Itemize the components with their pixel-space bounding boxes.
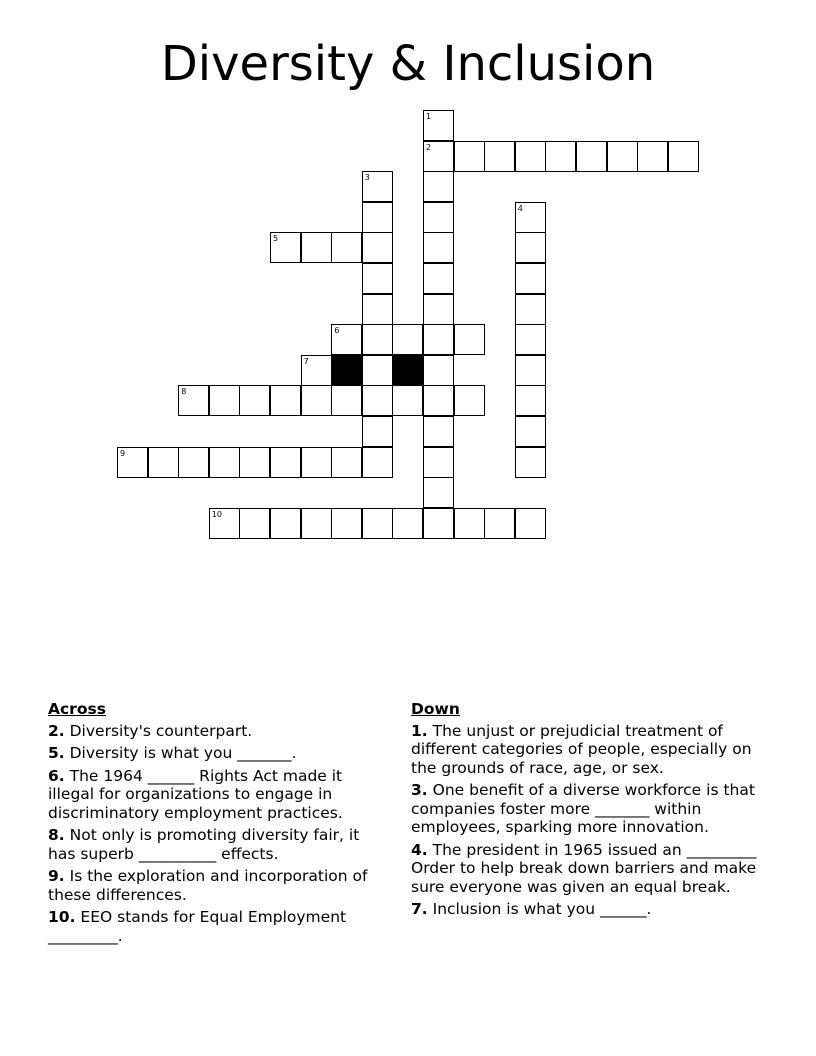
cell-number: 2 <box>426 142 432 152</box>
grid-cell[interactable] <box>515 416 546 447</box>
grid-cell[interactable] <box>454 141 485 172</box>
clue-text: Diversity is what you _______. <box>69 744 297 762</box>
grid-cell[interactable] <box>331 508 362 539</box>
grid-cell[interactable] <box>362 416 393 447</box>
cell-number: 6 <box>334 326 340 336</box>
clue-text: Inclusion is what you ______. <box>432 900 652 918</box>
grid-cell[interactable] <box>362 232 393 263</box>
grid-cell[interactable] <box>362 263 393 294</box>
grid-cell[interactable] <box>515 232 546 263</box>
across-clues <box>48 700 378 949</box>
grid-cell[interactable] <box>362 171 393 202</box>
grid-cell[interactable] <box>423 263 454 294</box>
grid-cell[interactable] <box>423 508 454 539</box>
clue-text: Not only is promoting diversity fair, it has superb __________ effects. <box>48 826 360 863</box>
grid-cell[interactable] <box>270 508 301 539</box>
clue-text: The unjust or prejudicial treatment of different categories of people, especially on the grounds of race, age, or sex. <box>411 721 752 777</box>
black-cell <box>392 355 423 386</box>
grid-cell[interactable] <box>607 141 638 172</box>
grid-cell[interactable] <box>423 232 454 263</box>
clue-number: 4. <box>411 840 428 859</box>
grid-cell[interactable] <box>331 385 362 416</box>
clue-down-1 <box>411 722 776 778</box>
grid-cell[interactable] <box>454 324 485 355</box>
grid-cell[interactable] <box>209 508 240 539</box>
grid-cell[interactable] <box>454 508 485 539</box>
clue-number: 10. <box>48 908 76 926</box>
grid-cell[interactable] <box>178 385 209 416</box>
grid-cell[interactable] <box>423 110 454 141</box>
grid-cell[interactable] <box>423 447 454 478</box>
cell-number: 8 <box>181 387 187 397</box>
grid-cell[interactable] <box>423 202 454 233</box>
grid-cell[interactable] <box>423 416 454 447</box>
page-title: Diversity & Inclusion <box>160 36 656 92</box>
grid-cell[interactable] <box>301 355 332 386</box>
grid-cell[interactable] <box>239 508 270 539</box>
grid-cell[interactable] <box>301 385 332 416</box>
grid-cell[interactable] <box>301 232 332 263</box>
grid-cell[interactable] <box>515 141 546 172</box>
grid-cell[interactable] <box>209 385 240 416</box>
clue-number: 2. <box>48 721 65 740</box>
grid-cell[interactable] <box>484 508 515 539</box>
grid-cell[interactable] <box>454 385 485 416</box>
cell-number: 9 <box>120 448 126 458</box>
clue-number: 3. <box>411 781 428 799</box>
grid-cell[interactable] <box>637 141 668 172</box>
clue-text: EEO stands for Equal Employment _________. <box>48 908 347 945</box>
clue-text: The 1964 ______ Rights Act made it illegal for organizations to engage in discriminatory employment practices. <box>48 766 343 822</box>
grid-cell[interactable] <box>362 202 393 233</box>
grid-cell[interactable] <box>423 385 454 416</box>
clue-number: 1. <box>411 721 428 740</box>
across-heading: Across <box>48 700 106 718</box>
grid-cell[interactable] <box>423 171 454 202</box>
grid-cell[interactable] <box>270 447 301 478</box>
grid-cell[interactable] <box>423 477 454 508</box>
cell-number: 5 <box>273 234 279 244</box>
black-cell <box>331 355 362 386</box>
grid-cell[interactable] <box>331 324 362 355</box>
clue-across-8 <box>48 826 378 863</box>
grid-cell[interactable] <box>423 355 454 386</box>
grid-cell[interactable] <box>423 324 454 355</box>
grid-cell[interactable] <box>545 141 576 172</box>
grid-cell[interactable] <box>239 447 270 478</box>
grid-cell[interactable] <box>362 294 393 325</box>
clue-across-6 <box>48 767 378 823</box>
clue-number: 9. <box>48 867 65 885</box>
grid-cell[interactable] <box>576 141 607 172</box>
clue-across-5 <box>48 744 378 763</box>
grid-cell[interactable] <box>392 385 423 416</box>
grid-cell[interactable] <box>301 447 332 478</box>
clue-across-2 <box>48 722 378 741</box>
grid-cell[interactable] <box>209 447 240 478</box>
grid-cell[interactable] <box>362 324 393 355</box>
grid-cell[interactable] <box>668 141 699 172</box>
grid-cell[interactable] <box>423 141 454 172</box>
grid-cell[interactable] <box>331 447 362 478</box>
clue-down-3 <box>411 781 776 837</box>
cell-number: 4 <box>517 203 523 213</box>
grid-cell[interactable] <box>117 447 148 478</box>
grid-cell[interactable] <box>515 385 546 416</box>
grid-cell[interactable] <box>423 294 454 325</box>
clue-number: 6. <box>48 766 65 785</box>
grid-cell[interactable] <box>515 294 546 325</box>
grid-cell[interactable] <box>484 141 515 172</box>
down-heading: Down <box>411 700 460 718</box>
clue-number: 5. <box>48 744 65 762</box>
grid-cell[interactable] <box>515 508 546 539</box>
grid-cell[interactable] <box>515 355 546 386</box>
grid-cell[interactable] <box>148 447 179 478</box>
grid-cell[interactable] <box>362 385 393 416</box>
clue-text: One benefit of a diverse workforce is that companies foster more _______ within employees, sparking more innovation. <box>411 781 755 836</box>
grid-cell[interactable] <box>392 324 423 355</box>
grid-cell[interactable] <box>515 324 546 355</box>
grid-cell[interactable] <box>362 508 393 539</box>
grid-cell[interactable] <box>515 263 546 294</box>
grid-cell[interactable] <box>392 508 423 539</box>
grid-cell[interactable] <box>362 355 393 386</box>
grid-cell[interactable] <box>331 232 362 263</box>
clue-text: Diversity's counterpart. <box>69 721 253 740</box>
cell-number: 7 <box>303 356 309 366</box>
grid-cell[interactable] <box>178 447 209 478</box>
clue-across-9 <box>48 867 378 904</box>
clue-text: The president in 1965 issued an _________ Order to help break down barriers and make sure everyone was given an equal break. <box>411 840 757 896</box>
cell-number: 10 <box>211 509 222 519</box>
clue-down-4 <box>411 841 776 897</box>
down-clues <box>411 700 776 923</box>
grid-cell[interactable] <box>515 447 546 478</box>
cell-number: 3 <box>364 173 370 183</box>
clue-text: Is the exploration and incorporation of these differences. <box>48 867 368 904</box>
clue-number: 7. <box>411 900 428 918</box>
clue-across-10 <box>48 908 378 945</box>
grid-cell[interactable] <box>362 447 393 478</box>
cell-number: 1 <box>426 112 432 121</box>
clue-down-7 <box>411 900 776 919</box>
grid-cell[interactable] <box>239 385 270 416</box>
clue-number: 8. <box>48 826 65 844</box>
grid-cell[interactable] <box>270 232 301 263</box>
grid-cell[interactable] <box>270 385 301 416</box>
grid-cell[interactable] <box>301 508 332 539</box>
grid-cell[interactable] <box>515 202 546 233</box>
